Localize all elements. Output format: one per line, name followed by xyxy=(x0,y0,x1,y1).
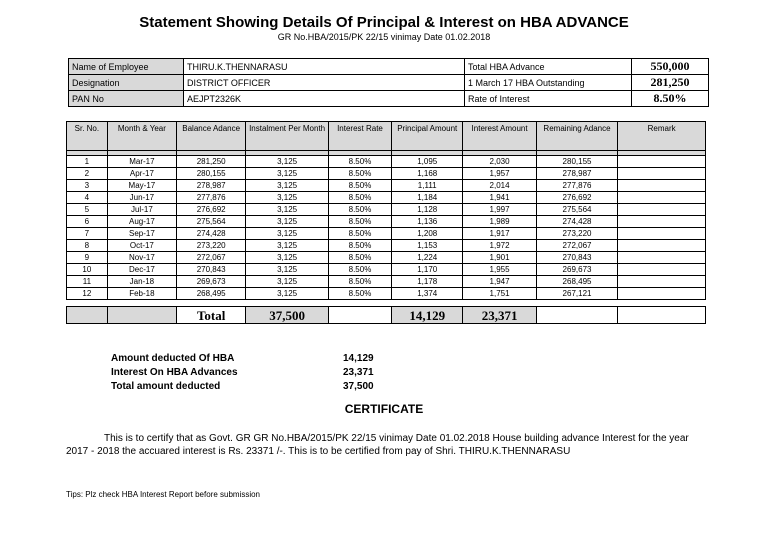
table-row xyxy=(67,204,706,216)
table-cell: 280,155 xyxy=(536,156,618,168)
table-cell: 8.50% xyxy=(328,168,391,180)
table-cell: 1,153 xyxy=(392,240,463,252)
table-cell: 276,692 xyxy=(536,192,618,204)
table-cell: 2,030 xyxy=(463,156,536,168)
table-cell: 277,876 xyxy=(536,180,618,192)
designation-label: Designation xyxy=(69,75,184,91)
total-advance-label: Total HBA Advance xyxy=(465,59,632,75)
table-cell: Mar-17 xyxy=(107,156,176,168)
col-header: Sr. No. xyxy=(67,122,108,151)
table-cell: 3,125 xyxy=(246,180,329,192)
table-cell: Jul-17 xyxy=(107,204,176,216)
pan-label: PAN No xyxy=(69,91,184,107)
table-cell: 280,155 xyxy=(177,168,246,180)
deduction-summary xyxy=(111,353,374,395)
total-principal: 14,129 xyxy=(392,307,463,324)
table-row xyxy=(67,168,706,180)
table-cell: Nov-17 xyxy=(107,252,176,264)
table-cell: 1,997 xyxy=(463,204,536,216)
table-cell: 3,125 xyxy=(246,156,329,168)
table-row xyxy=(67,252,706,264)
table-cell: 1,136 xyxy=(392,216,463,228)
table-cell: 1 xyxy=(67,156,108,168)
page-subtitle: GR No.HBA/2015/PK 22/15 vinimay Date 01.02.2018 xyxy=(277,32,491,42)
employee-name: THIRU.K.THENNARASU xyxy=(184,59,465,75)
table-cell: 3,125 xyxy=(246,168,329,180)
table-cell: 4 xyxy=(67,192,108,204)
col-header: Interest Amount xyxy=(463,122,536,151)
col-header: Remark xyxy=(618,122,706,151)
employee-designation: DISTRICT OFFICER xyxy=(184,75,465,91)
total-deducted-label: Total amount deducted xyxy=(111,381,221,392)
table-cell: Sep-17 xyxy=(107,228,176,240)
table-cell: 1,941 xyxy=(463,192,536,204)
certificate-title: CERTIFICATE xyxy=(344,402,424,416)
table-cell: 8.50% xyxy=(328,240,391,252)
table-cell xyxy=(618,204,706,216)
table-cell: 11 xyxy=(67,276,108,288)
total-deducted-value: 37,500 xyxy=(343,381,374,392)
table-row xyxy=(67,240,706,252)
table-row xyxy=(67,192,706,204)
table-cell: Dec-17 xyxy=(107,264,176,276)
col-header: Instalment Per Month xyxy=(246,122,329,151)
interest-value: 23,371 xyxy=(343,367,374,378)
table-row xyxy=(67,228,706,240)
table-cell xyxy=(618,168,706,180)
table-cell: 272,067 xyxy=(177,252,246,264)
table-cell: 1,178 xyxy=(392,276,463,288)
table-row xyxy=(67,216,706,228)
table-cell: 8.50% xyxy=(328,252,391,264)
table-cell: 1,168 xyxy=(392,168,463,180)
table-cell: 276,692 xyxy=(177,204,246,216)
table-cell: 1,751 xyxy=(463,288,536,300)
total-row xyxy=(67,307,706,324)
table-header-row xyxy=(67,122,706,151)
table-cell: 1,095 xyxy=(392,156,463,168)
table-cell: 3,125 xyxy=(246,264,329,276)
table-cell: Jan-18 xyxy=(107,276,176,288)
employee-pan: AEJPT2326K xyxy=(184,91,465,107)
table-cell: 273,220 xyxy=(536,228,618,240)
table-cell: 269,673 xyxy=(177,276,246,288)
rate-label: Rate of Interest xyxy=(465,91,632,107)
table-cell: 1,208 xyxy=(392,228,463,240)
total-gap xyxy=(67,300,706,307)
table-cell: 8.50% xyxy=(328,264,391,276)
table-cell: 2 xyxy=(67,168,108,180)
table-cell: 5 xyxy=(67,204,108,216)
table-cell: 10 xyxy=(67,264,108,276)
table-cell: 8.50% xyxy=(328,276,391,288)
table-cell: 12 xyxy=(67,288,108,300)
table-cell: 1,374 xyxy=(392,288,463,300)
table-cell: 1,957 xyxy=(463,168,536,180)
rate-value: 8.50% xyxy=(632,91,709,107)
table-cell xyxy=(618,264,706,276)
table-cell xyxy=(618,252,706,264)
hba-deducted-label: Amount deducted Of HBA xyxy=(111,353,235,364)
table-cell: 281,250 xyxy=(177,156,246,168)
table-cell: 273,220 xyxy=(177,240,246,252)
table-cell: 7 xyxy=(67,228,108,240)
table-cell xyxy=(618,216,706,228)
table-cell: 1,955 xyxy=(463,264,536,276)
table-row xyxy=(67,288,706,300)
table-cell xyxy=(618,156,706,168)
table-cell: 2,014 xyxy=(463,180,536,192)
table-cell: 9 xyxy=(67,252,108,264)
outstanding-value: 281,250 xyxy=(632,75,709,91)
table-cell: 3,125 xyxy=(246,228,329,240)
table-cell: 1,917 xyxy=(463,228,536,240)
table-cell: 268,495 xyxy=(536,276,618,288)
table-cell: 8.50% xyxy=(328,288,391,300)
table-cell: Feb-18 xyxy=(107,288,176,300)
table-row xyxy=(67,264,706,276)
certificate-body xyxy=(66,432,706,458)
total-interest: 23,371 xyxy=(463,307,536,324)
table-cell: 8.50% xyxy=(328,228,391,240)
col-header: Principal Amount xyxy=(392,122,463,151)
total-label: Total xyxy=(177,307,246,324)
table-cell: Jun-17 xyxy=(107,192,176,204)
table-row xyxy=(67,156,706,168)
table-cell: 8.50% xyxy=(328,204,391,216)
table-cell: 274,428 xyxy=(536,216,618,228)
table-cell: 1,170 xyxy=(392,264,463,276)
table-cell: 1,128 xyxy=(392,204,463,216)
table-cell: 3,125 xyxy=(246,204,329,216)
table-cell: 267,121 xyxy=(536,288,618,300)
col-header: Remaining Adance xyxy=(536,122,618,151)
installment-table xyxy=(66,121,706,324)
table-row xyxy=(67,276,706,288)
table-cell xyxy=(618,276,706,288)
table-cell: 6 xyxy=(67,216,108,228)
employee-info-table xyxy=(68,58,709,107)
table-cell: 8.50% xyxy=(328,216,391,228)
table-cell: 1,184 xyxy=(392,192,463,204)
table-cell: 272,067 xyxy=(536,240,618,252)
table-cell xyxy=(618,288,706,300)
table-cell: 1,972 xyxy=(463,240,536,252)
interest-label: Interest On HBA Advances xyxy=(111,367,238,378)
table-cell: 3,125 xyxy=(246,276,329,288)
table-cell: 274,428 xyxy=(177,228,246,240)
table-cell: Apr-17 xyxy=(107,168,176,180)
table-cell xyxy=(618,180,706,192)
table-cell: May-17 xyxy=(107,180,176,192)
table-cell: 8.50% xyxy=(328,192,391,204)
table-cell: 3,125 xyxy=(246,252,329,264)
table-cell: 277,876 xyxy=(177,192,246,204)
col-header: Balance Adance xyxy=(177,122,246,151)
table-cell: 278,987 xyxy=(536,168,618,180)
table-cell: 1,224 xyxy=(392,252,463,264)
table-cell: Aug-17 xyxy=(107,216,176,228)
table-cell: 3 xyxy=(67,180,108,192)
table-row xyxy=(67,180,706,192)
table-cell xyxy=(618,192,706,204)
table-cell: 3,125 xyxy=(246,192,329,204)
table-cell: 268,495 xyxy=(177,288,246,300)
table-cell: 8 xyxy=(67,240,108,252)
table-cell: 3,125 xyxy=(246,216,329,228)
page-title: Statement Showing Details Of Principal & Interest on HBA ADVANCE xyxy=(139,14,629,31)
table-cell: 3,125 xyxy=(246,240,329,252)
table-cell: 269,673 xyxy=(536,264,618,276)
certificate-text: This is to certify that as Govt. GR GR No.HBA/2015/PK 22/15 vinimay Date 01.02.2018 House building advance Interest for the year 2017 - 2018 the accuared interest is Rs. 23371 /-. This is to be certified from pay of Shri. THIRU.K.THENNARASU xyxy=(66,433,689,457)
outstanding-label: 1 March 17 HBA Outstanding xyxy=(465,75,632,91)
tips-note: Tips: Plz check HBA Interest Report before submission xyxy=(66,490,261,499)
table-cell: Oct-17 xyxy=(107,240,176,252)
table-cell: 275,564 xyxy=(536,204,618,216)
total-instalment: 37,500 xyxy=(246,307,329,324)
table-cell: 1,111 xyxy=(392,180,463,192)
col-header: Month & Year xyxy=(107,122,176,151)
table-cell: 1,901 xyxy=(463,252,536,264)
table-cell: 1,947 xyxy=(463,276,536,288)
name-label: Name of Employee xyxy=(69,59,184,75)
table-cell: 1,989 xyxy=(463,216,536,228)
table-cell: 275,564 xyxy=(177,216,246,228)
col-header: Interest Rate xyxy=(328,122,391,151)
table-cell: 8.50% xyxy=(328,156,391,168)
table-cell: 270,843 xyxy=(177,264,246,276)
table-cell: 270,843 xyxy=(536,252,618,264)
table-cell: 8.50% xyxy=(328,180,391,192)
table-cell: 278,987 xyxy=(177,180,246,192)
table-cell xyxy=(618,240,706,252)
table-cell: 3,125 xyxy=(246,288,329,300)
total-advance-value: 550,000 xyxy=(632,59,709,75)
hba-deducted-value: 14,129 xyxy=(343,353,374,364)
table-cell xyxy=(618,228,706,240)
